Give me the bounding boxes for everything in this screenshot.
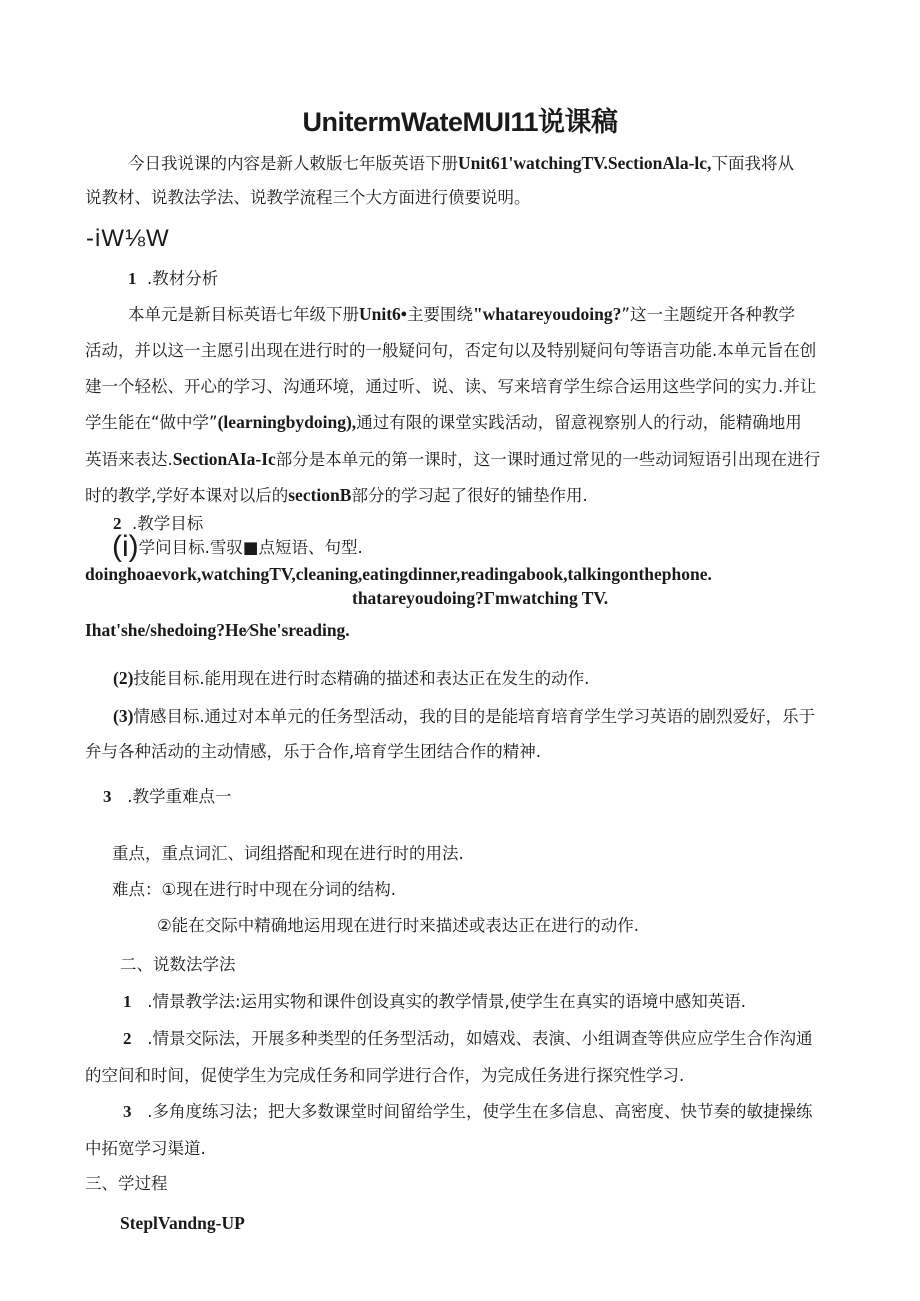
para1-theme-question: "whatareyoudoing? xyxy=(472,304,622,324)
method2-line-2: 的空间和时间，促使学生为完成任务和同学进行合作，为完成任务进行探究性学习. xyxy=(85,1066,685,1085)
section1-heading: -iW⅛W xyxy=(86,225,170,252)
goal3-marker: (3) xyxy=(113,706,134,726)
para1-line-4 xyxy=(85,411,802,434)
para1-text: 部分是本单元的第一课时，这一课时通过常见的一些动词短语引出现在进行 xyxy=(275,450,821,469)
goal3-line-2: 弁与各种活动的主动情感，乐于合作,培育学生团结合作的精神. xyxy=(85,742,541,761)
goal1-sentence-1: thatareyoudoing?Γmwatching TV. xyxy=(352,588,609,608)
goal3-line-1 xyxy=(113,705,815,728)
para1-line-6 xyxy=(85,484,588,507)
para1-section-ref: SectionAIa-Ic xyxy=(172,449,276,469)
document-title: UnitermWateMUI11说课稿 xyxy=(302,107,618,137)
intro-text-a: 今日我说课的内容是新人敕版七年版英语下册 xyxy=(128,154,458,173)
item3-number: 3 xyxy=(103,787,112,806)
goal1-line xyxy=(112,532,363,566)
para1-unit-ref: Unit6• xyxy=(359,304,407,324)
para1-text: 通过有限的课堂实践活动，留意视察别人的行动，能精确地用 xyxy=(356,413,802,432)
goal2-marker: (2) xyxy=(113,668,134,688)
para1-text: 部分的学习起了很好的铺垫作用. xyxy=(351,486,588,505)
para1-line-2: 活动，并以这一主愿引出现在进行时的一般疑问句，否定句以及特别疑问句等语言功能.本单元旨在创 xyxy=(85,341,817,360)
intro-unit-ref: Unit61'watchingTV.SectionAla-lc, xyxy=(458,153,712,173)
method1-line xyxy=(123,991,746,1013)
method3-line-2: 中拓宽学习渠道. xyxy=(85,1139,206,1158)
para1-text: 本单元是新目标英语七年级下册 xyxy=(128,305,359,324)
method2-line-1 xyxy=(123,1028,813,1050)
method1-text: .情景教学法:运用实物和课件创设真实的教学情景,使学生在真实的语境中感知英语. xyxy=(147,992,747,1011)
method3-text: .多角度练习法；把大多数课堂时间留给学生，使学生在多信息、高密度、快节奏的敏捷操练 xyxy=(147,1102,813,1121)
item1-number: 1 xyxy=(128,269,137,288)
item1-heading xyxy=(128,268,218,290)
item2-number: 2 xyxy=(113,514,122,533)
para1-text: 学生能在“做中学” xyxy=(85,413,218,432)
goal1-sentence-2: Ihat'she/shedoing?He∕She'sreading. xyxy=(85,620,350,640)
section3-heading: 三、学过程 xyxy=(85,1174,168,1193)
para1-line-3: 建一个轻松、开心的学习、沟通环境，通过听、说、读、写来培育学生综合运用这些学问的实力.并让 xyxy=(85,377,817,396)
para1-line-1 xyxy=(128,303,795,326)
para1-text: 主要围绕 xyxy=(406,305,473,324)
item3-label: .教学重难点一 xyxy=(127,787,232,806)
method3-line-1 xyxy=(123,1101,813,1123)
intro-line-1 xyxy=(128,152,794,175)
para1-section-b-ref: sectionB xyxy=(288,485,352,505)
para1-learning-by-doing: (learningbydoing), xyxy=(217,412,357,432)
method1-number: 1 xyxy=(123,992,132,1011)
para1-line-5 xyxy=(85,448,820,471)
goal3-text: 情感目标.通过对本单元的任务型活动，我的目的是能培育培育学生学习英语的剧烈爱好，乐于 xyxy=(133,707,816,726)
goal1-marker: (i) xyxy=(112,530,139,563)
para1-text: 英语来表达. xyxy=(85,450,173,469)
para1-text: 时的教学,学好本课对以后的 xyxy=(85,486,289,505)
item3-heading xyxy=(103,786,232,808)
goal1-phrases: doinghoaevork,watchingTV,cleaning,eatingdinner,readingabook,talkingonthephone. xyxy=(85,564,712,584)
method3-number: 3 xyxy=(123,1102,132,1121)
item2-label: .教学目标 xyxy=(132,514,204,533)
goal2-text: 技能目标.能用现在进行时态精确的描述和表达正在发生的动作. xyxy=(133,669,590,688)
method2-number: 2 xyxy=(123,1029,132,1048)
section2-heading: 二、说数法学法 xyxy=(120,955,236,974)
intro-line-2: 说教材、说教法学法、说教学流程三个大方面进行偾要说明。 xyxy=(85,188,531,207)
method2-text: .情景交际法，开展多种类型的任务型活动，如嬉戏、表演、小组调查等供应应学生合作沟通 xyxy=(147,1029,813,1048)
intro-text-c: 下面我将从 xyxy=(711,154,794,173)
item1-label: .教材分析 xyxy=(147,269,219,288)
difficulty-2: ②能在交际中精确地运用现在进行时来描述或表达正在进行的动作. xyxy=(157,916,640,935)
step1-heading: SteplVandng-UP xyxy=(120,1213,245,1233)
goal1-text: 学问目标.雪驭■点短语、句型. xyxy=(138,538,363,557)
difficulty-1: 难点：①现在进行时中现在分词的结构. xyxy=(112,880,397,899)
goal2-line xyxy=(113,667,589,690)
para1-text: ”这一主题绽开各种教学 xyxy=(621,305,795,324)
key-point: 重点，重点词汇、词组搭配和现在进行时的用法. xyxy=(112,844,464,863)
